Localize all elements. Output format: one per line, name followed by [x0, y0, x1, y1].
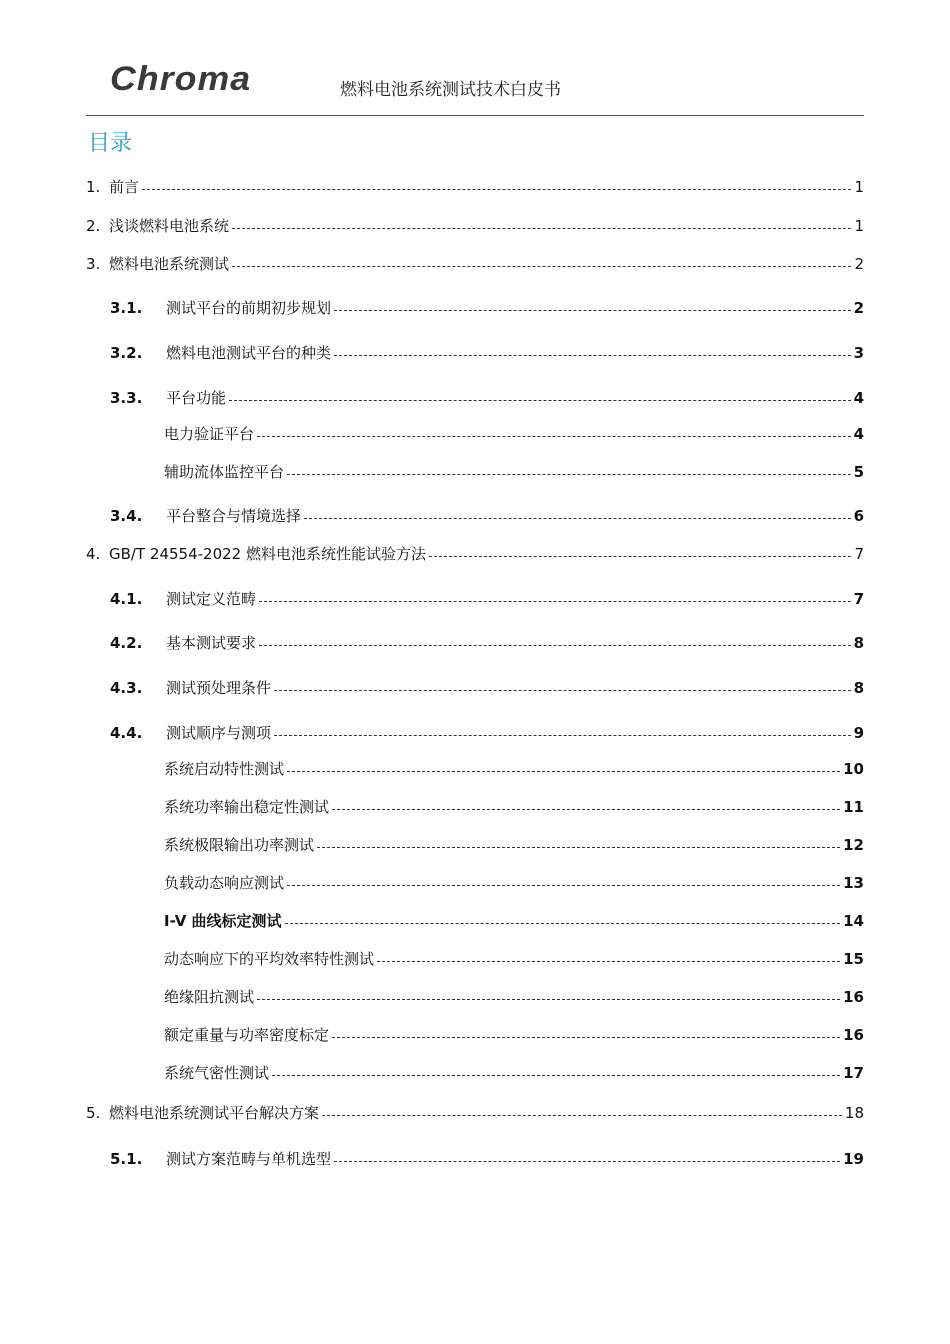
toc-entry-title: 燃料电池系统测试: [109, 254, 230, 273]
toc-entry[interactable]: [164, 758, 864, 780]
toc-entry-number: 4.1.: [110, 589, 143, 608]
toc-entry-page: 17: [843, 1063, 864, 1082]
toc-leader-dots: [274, 734, 851, 736]
toc-entry-page: 4: [853, 388, 864, 407]
toc-entry-number: 4.: [86, 544, 101, 563]
toc-entry-title: 绝缘阻抗测试: [164, 987, 255, 1006]
toc-entry-title: 系统极限输出功率测试: [164, 835, 315, 854]
toc-entry-title: 动态响应下的平均效率特性测试: [164, 949, 375, 968]
toc-leader-dots: [272, 1074, 840, 1076]
toc-entry[interactable]: [110, 297, 864, 319]
toc-leader-dots: [274, 689, 851, 691]
toc-leader-dots: [332, 808, 840, 810]
toc-leader-dots: [429, 555, 851, 557]
toc-entry-title: 平台功能: [166, 388, 227, 407]
toc-entry-page: 15: [843, 949, 864, 968]
toc-entry-page: 11: [843, 797, 864, 816]
toc-entry-title: 燃料电池系统测试平台解决方案: [109, 1103, 320, 1122]
toc-entry-page: 4: [853, 424, 864, 443]
toc-entry[interactable]: [164, 986, 864, 1008]
toc-entry[interactable]: [86, 176, 864, 198]
toc-leader-dots: [334, 354, 851, 356]
toc-entry-number: 3.4.: [110, 506, 143, 525]
toc-entry-page: 8: [853, 633, 864, 652]
toc-entry-number: 3.: [86, 254, 101, 273]
chroma-logo: Chroma: [110, 60, 252, 98]
toc-entry-title: 基本测试要求: [166, 633, 257, 652]
toc-entry-page: 8: [853, 678, 864, 697]
toc-leader-dots: [332, 1036, 840, 1038]
toc-entry[interactable]: [110, 1148, 864, 1170]
document-title: 燃料电池系统测试技术白皮书: [340, 80, 561, 100]
toc-leader-dots: [334, 1160, 840, 1162]
toc-entry[interactable]: [164, 834, 864, 856]
toc-leader-dots: [259, 644, 851, 646]
toc-entry-title: 测试预处理条件: [166, 678, 272, 697]
toc-entry-title: 电力验证平台: [164, 424, 255, 443]
toc-entry[interactable]: [164, 910, 864, 932]
toc-entry-number: 4.3.: [110, 678, 143, 697]
toc-leader-dots: [287, 770, 840, 772]
toc-entry-number: 3.2.: [110, 343, 143, 362]
toc-entry[interactable]: [164, 948, 864, 970]
toc-heading: 目录: [88, 131, 133, 156]
toc-entry[interactable]: [110, 387, 864, 409]
toc-entry-number: 5.1.: [110, 1149, 143, 1168]
toc-leader-dots: [322, 1114, 842, 1116]
toc-entry[interactable]: [164, 872, 864, 894]
toc-entry-page: 13: [843, 873, 864, 892]
toc-leader-dots: [377, 960, 840, 962]
toc-entry-page: 14: [843, 911, 864, 930]
toc-leader-dots: [232, 227, 851, 229]
toc-leader-dots: [334, 309, 851, 311]
toc-entry-page: 19: [843, 1149, 864, 1168]
toc-entry-title: 平台整合与情境选择: [166, 506, 302, 525]
toc-entry[interactable]: [164, 1062, 864, 1084]
toc-entry[interactable]: [110, 588, 864, 610]
toc-entry-page: 7: [853, 589, 864, 608]
toc-entry-title: 测试方案范畴与单机选型: [166, 1149, 332, 1168]
toc-entry-title: 系统气密性测试: [164, 1063, 270, 1082]
toc-entry[interactable]: [110, 632, 864, 654]
toc-entry[interactable]: [86, 215, 864, 237]
toc-entry-number: 4.2.: [110, 633, 143, 652]
toc-entry-title: 系统功率输出稳定性测试: [164, 797, 330, 816]
toc-entry-number: 2.: [86, 216, 101, 235]
toc-entry-page: 5: [853, 462, 864, 481]
toc-entry[interactable]: [164, 796, 864, 818]
toc-entry-title: 燃料电池测试平台的种类: [166, 343, 332, 362]
toc-entry-page: 16: [843, 987, 864, 1006]
toc-entry-number: 3.1.: [110, 298, 143, 317]
toc-entry-page: 7: [854, 544, 864, 563]
toc-leader-dots: [257, 998, 840, 1000]
toc-entry[interactable]: [86, 253, 864, 275]
toc-entry-number: 1.: [86, 177, 101, 196]
toc-entry-page: 3: [853, 343, 864, 362]
toc-entry-page: 6: [853, 506, 864, 525]
toc-entry[interactable]: [164, 423, 864, 445]
toc-leader-dots: [287, 473, 851, 475]
toc-entry-title: 辅助流体监控平台: [164, 462, 285, 481]
header-divider: [86, 115, 864, 116]
toc-entry[interactable]: [110, 342, 864, 364]
toc-entry-title: GB/T 24554-2022 燃料电池系统性能试验方法: [109, 544, 426, 563]
toc-entry-title: 前言: [109, 177, 140, 196]
toc-leader-dots: [142, 188, 851, 190]
toc-entry-page: 18: [844, 1103, 864, 1122]
toc-entry[interactable]: [110, 722, 864, 744]
toc-entry-title: 测试顺序与测项: [166, 723, 272, 742]
toc-entry-title: 负载动态响应测试: [164, 873, 285, 892]
toc-entry[interactable]: [110, 677, 864, 699]
toc-leader-dots: [259, 600, 851, 602]
toc-entry-title: 额定重量与功率密度标定: [164, 1025, 330, 1044]
toc-entry-title: 浅谈燃料电池系统: [109, 216, 230, 235]
toc-entry-page: 10: [843, 759, 864, 778]
toc-entry-number: 3.3.: [110, 388, 143, 407]
toc-entry[interactable]: [110, 505, 864, 527]
toc-entry-page: 1: [854, 177, 864, 196]
toc-entry[interactable]: [164, 1024, 864, 1046]
toc-entry-page: 9: [853, 723, 864, 742]
toc-leader-dots: [232, 265, 851, 267]
toc-entry[interactable]: [164, 461, 864, 483]
toc-entry-page: 1: [854, 216, 864, 235]
toc-entry-title: 系统启动特性测试: [164, 759, 285, 778]
toc-leader-dots: [285, 922, 841, 924]
toc-entry-page: 2: [853, 298, 864, 317]
toc-entry[interactable]: [86, 543, 864, 565]
toc-leader-dots: [257, 435, 851, 437]
toc-leader-dots: [317, 846, 840, 848]
toc-entry-number: 5.: [86, 1103, 101, 1122]
toc-entry-page: 12: [843, 835, 864, 854]
toc-entry-page: 2: [854, 254, 864, 273]
toc-entry-title: 测试平台的前期初步规划: [166, 298, 332, 317]
toc-entry-title: 测试定义范畴: [166, 589, 257, 608]
toc-leader-dots: [287, 884, 840, 886]
toc-leader-dots: [229, 399, 851, 401]
toc-entry-title: I-V 曲线标定测试: [164, 911, 282, 930]
toc-entry[interactable]: [86, 1102, 864, 1124]
toc-leader-dots: [304, 517, 851, 519]
toc-entry-number: 4.4.: [110, 723, 143, 742]
toc-entry-page: 16: [843, 1025, 864, 1044]
